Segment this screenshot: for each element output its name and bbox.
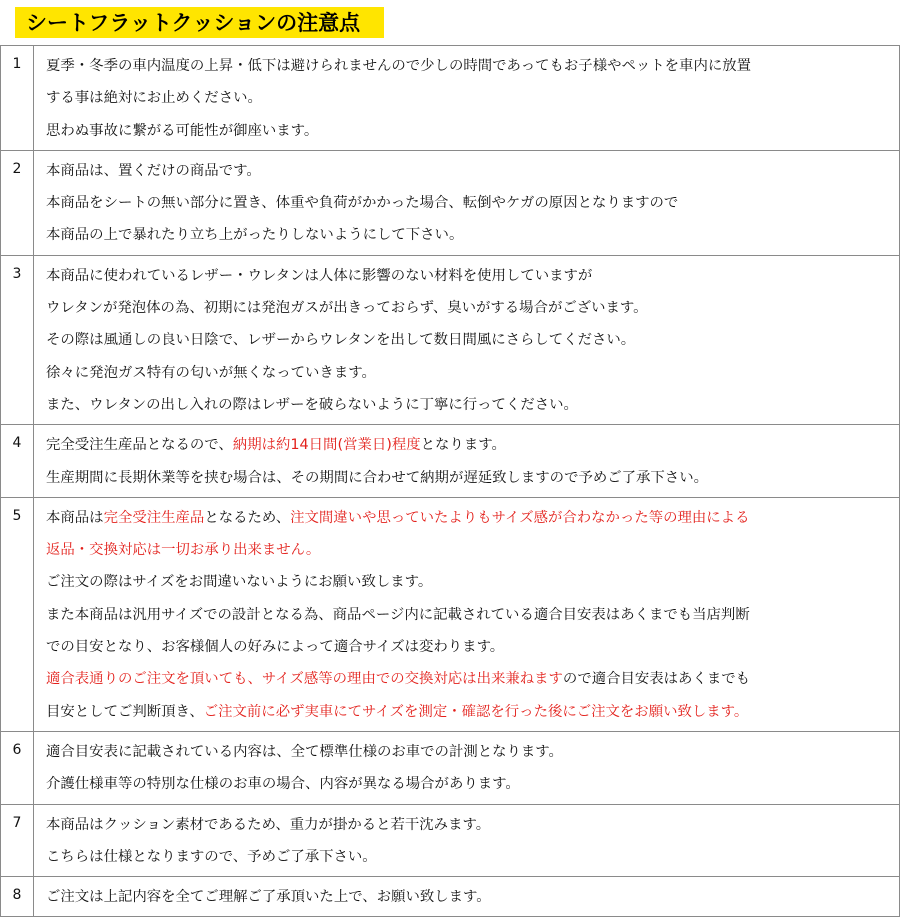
note-text-segment: 完全受注生産品となるので、 [46,437,233,454]
note-line: その際は風通しの良い日陰で、レザーからウレタンを出して数日間風にさらしてください。 [46,332,636,349]
note-row-8 [1,877,900,917]
note-warning-text: ご注文前に必ず実車にてサイズを測定・確認を行った後にご注文をお願い致します。 [203,703,749,720]
note-line: 介護仕様車等の特別な仕様のお車の場合、内容が異なる場合があります。 [46,776,520,793]
note-line [46,663,899,695]
note-line: こちらは仕様となりますので、予めご了承下さい。 [46,848,377,865]
note-row-1 [1,46,900,151]
note-line [46,696,899,728]
note-text [34,731,900,804]
note-number: 8 [1,877,34,917]
note-text-segment: 本商品は [46,509,104,526]
note-line: 生産期間に長期休業等を挟む場合は、その期間に合わせて納期が遅延致しますので予めご了承下さい。 [46,469,708,486]
note-text-segment: となります。 [420,437,506,454]
note-line: また本商品は汎用サイズでの設計となる為、商品ページ内に記載されている適合目安表はあくまでも当店判断 [46,606,750,623]
note-text [34,255,900,424]
note-number: 6 [1,731,34,804]
note-line: する事は絶対にお止めください。 [46,90,262,107]
note-text-segment: となるため、 [204,509,291,526]
note-line: 本商品をシートの無い部分に置き、体重や負荷がかかった場合、転倒やケガの原因となりますので [46,195,679,212]
note-line [46,502,899,534]
note-line: 徐々に発泡ガス特有の匂いが無くなっていきます。 [46,364,376,381]
note-row-5 [1,497,900,731]
note-number: 5 [1,497,34,731]
note-line: ウレタンが発泡体の為、初期には発泡ガスが出きっておらず、臭いがする場合がございます。 [46,300,648,317]
note-row-3 [1,255,900,424]
note-warning-text: 注文間違いや思っていたよりもサイズ感が合わなかった等の理由による [290,509,750,526]
note-row-7 [1,804,900,877]
note-line: 本商品はクッション素材であるため、重力が掛かると若干沈みます。 [46,816,491,833]
note-warning-text: 納期は約14日間(営業日)程度 [232,437,421,454]
note-warning-text: 返品・交換対応は一切お承り出来ません。 [46,542,321,559]
notes-table [0,45,900,917]
note-text [34,150,900,255]
note-text [34,877,900,917]
note-warning-text: 適合表通りのご注文を頂いても、サイズ感等の理由での交換対応は出来兼ねます [46,671,563,688]
note-row-6 [1,731,900,804]
note-line: での目安となり、お客様個人の好みによって適合サイズは変わります。 [46,639,505,656]
page-title: シートフラットクッションの注意点 [26,11,361,35]
note-line: ご注文は上記内容を全てご理解ご了承頂いた上で、お願い致します。 [46,889,491,906]
note-line: 夏季・冬季の車内温度の上昇・低下は避けられませんので少しの時間であってもお子様やペットを車内に放置 [46,58,752,74]
note-number: 3 [1,255,34,424]
note-line: また、ウレタンの出し入れの際はレザーを破らないように丁寧に行ってください。 [46,396,578,413]
note-line [46,429,899,461]
note-row-4 [1,425,900,498]
note-text [34,425,900,498]
note-line [46,534,899,566]
note-text-segment: ので適合目安表はあくまでも [562,671,751,688]
note-line: 思わぬ事故に繋がる可能性が御座います。 [46,122,319,139]
note-line: 本商品の上で暴れたり立ち上がったりしないようにして下さい。 [46,227,464,244]
note-text [34,497,900,731]
note-text-segment: 目安としてご判断頂き、 [46,703,204,720]
note-number: 4 [1,425,34,498]
note-line: 適合目安表に記載されている内容は、全て標準仕様のお車での計測となります。 [46,743,563,760]
note-warning-text: 完全受注生産品 [103,509,205,526]
note-text [34,46,900,151]
note-row-2 [1,150,900,255]
note-line: 本商品は、置くだけの商品です。 [46,162,261,179]
note-number: 2 [1,150,34,255]
note-text [34,804,900,877]
note-line: ご注文の際はサイズをお間違いないようにお願い致します。 [46,574,433,591]
note-number: 7 [1,804,34,877]
note-number: 1 [1,46,34,151]
note-line: 本商品に使われているレザー・ウレタンは人体に影響のない材料を使用していますが [46,267,593,284]
